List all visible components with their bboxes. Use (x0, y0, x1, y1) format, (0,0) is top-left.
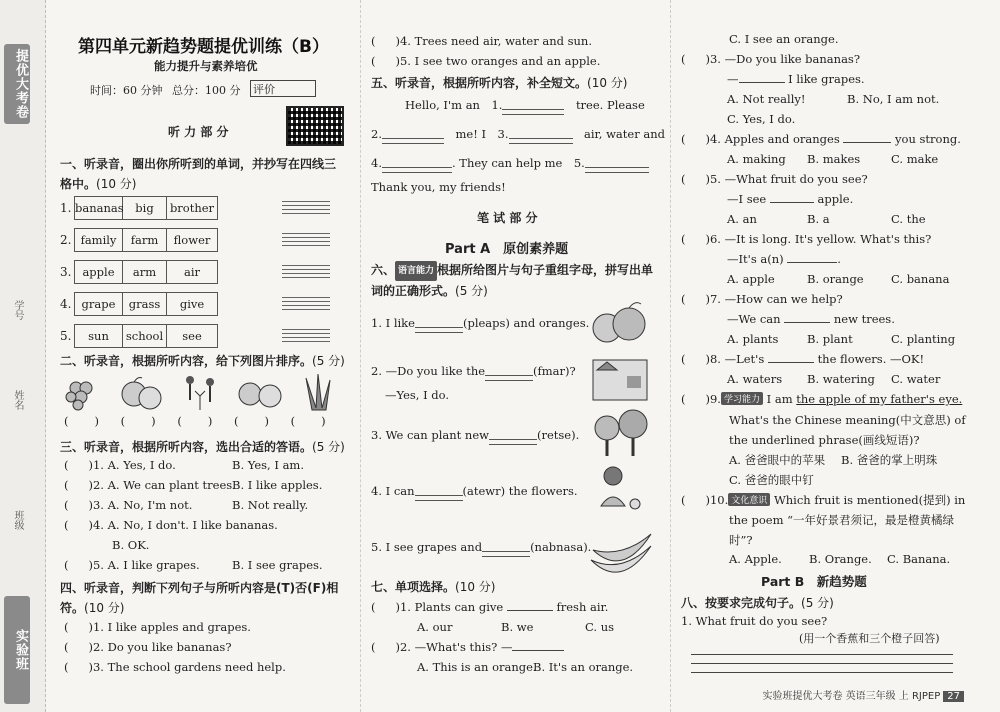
q6-title: 六、 语言能力 根据所给图片与句子重组字母，拼写出单词的正确形式。(5 分) (371, 263, 654, 298)
oranges-picture-icon (239, 383, 281, 407)
eval-box[interactable] (250, 80, 316, 97)
q6-pictures (587, 300, 653, 600)
q10-option-b[interactable]: B. Orange. (809, 552, 872, 566)
watering-flowers-icon (601, 467, 640, 509)
q8-question: 1. What fruit do you see? (681, 614, 828, 628)
q10-option-a[interactable]: A. Apple. (729, 552, 782, 566)
page-number: 27 (943, 691, 964, 702)
time-label: 时间：60 分钟 (90, 84, 163, 97)
q4-title: 四、听录音，判断下列句子与所听内容是(T)否(F)相符。(10 分) (60, 581, 339, 615)
q10-line-3: 时”? (729, 533, 753, 547)
q7-5-option-c[interactable]: C. the (891, 212, 926, 226)
q10-line-2: the poem “一年好景君须记，最是橙黄橘绿 (729, 513, 955, 527)
field-name: 姓名 (12, 390, 23, 410)
bananas-picture-icon (591, 534, 651, 572)
score-label: 总分：100 分 (172, 84, 241, 97)
learning-ability-badge: 学习能力 (721, 392, 763, 405)
q7-1-option-a[interactable]: A. our (417, 620, 453, 634)
page-footer: 实验班提优大考卷 英语三年级 上 RJPEP 27 (762, 687, 964, 702)
word-option[interactable]: school (123, 325, 167, 347)
q7-6-option-b[interactable]: B. orange (807, 272, 864, 286)
passage-line-4: Thank you, my friends! (371, 180, 506, 194)
brand-tag-top: 提优大考卷 (4, 44, 30, 124)
q7-6-option-a[interactable]: A. apple (727, 272, 775, 286)
q4-item-1[interactable]: ( )1. I like apples and grapes. (64, 620, 251, 634)
q4-item-5[interactable]: ( )5. I see two oranges and an apple. (371, 54, 601, 68)
q7-4-option-b[interactable]: B. makes (807, 152, 861, 166)
word-option[interactable]: family (75, 229, 123, 251)
grass-picture-icon (306, 374, 330, 410)
word-row-5: 5. sun school see (60, 324, 218, 348)
q3-item-5[interactable]: ( )5. A. I like grapes. (64, 558, 200, 572)
exam-subtitle: 能力提升与素养培优 (154, 59, 258, 73)
q7-7-reply: —We can new trees. (727, 312, 895, 326)
blank[interactable] (415, 491, 463, 501)
q8-title: 八、按要求完成句子。(5 分) (681, 596, 834, 610)
word-option[interactable]: farm (123, 229, 167, 251)
q7-2-option-b[interactable]: B. It's an orange. (533, 660, 634, 674)
q7-3-option-a[interactable]: A. Not really! (727, 92, 806, 106)
word-option[interactable]: sun (75, 325, 123, 347)
q10-option-c[interactable]: C. Banana. (887, 552, 951, 566)
q2-title: 二、听录音，根据所听内容，给下列图片排序。(5 分) (60, 354, 345, 368)
q7-6-option-c[interactable]: C. banana (891, 272, 950, 286)
apples-picture-icon (122, 378, 161, 410)
q7-7-option-a[interactable]: A. plants (727, 332, 779, 346)
q7-1-option-c[interactable]: C. us (585, 620, 615, 634)
field-student-id: 学号 (12, 300, 23, 320)
trees-picture-icon (595, 410, 647, 456)
q2-answer-brackets[interactable]: ( ) ( ) ( ) ( ) ( ) (64, 414, 326, 428)
q8-hint: (用一个香蕉和三个橙子回答) (799, 632, 940, 645)
q7-8-option-c[interactable]: C. water (891, 372, 941, 386)
q3-option-b[interactable]: B. I see grapes. (232, 558, 323, 572)
q7-7-option-c[interactable]: C. planting (891, 332, 956, 346)
q1-title: 一、听录音，圈出你所听到的单词，并抄写在四线三格中。(10 分) (60, 157, 337, 191)
word-row-3: 3. apple arm air (60, 260, 218, 284)
children-planting-icon (186, 376, 214, 410)
writing-lines[interactable] (282, 262, 330, 278)
farm-picture-icon (593, 360, 647, 400)
q6-item-1: 1. I like (pleaps) and oranges. (371, 316, 589, 333)
cultural-awareness-badge: 文化意识 (728, 493, 770, 506)
q7-item-9[interactable]: ( )9. 学习能力 I am the apple of my father's eye. (681, 392, 963, 406)
q7-item-2[interactable]: ( )2. —What's this? — (371, 640, 564, 654)
column-2 (360, 0, 665, 712)
q8-answer-lines[interactable] (691, 646, 953, 673)
q7-3-option-c[interactable]: C. Yes, I do. (727, 112, 796, 126)
word-row-2: 2. family farm flower (60, 228, 218, 252)
q3-item-2[interactable]: ( )2. A. We can plant trees. (64, 478, 236, 492)
q7-2-option-a[interactable]: A. This is an orange. (417, 660, 537, 674)
passage-line-3: 4. . They can help me 5. (371, 155, 649, 173)
q2-pictures (60, 372, 340, 412)
q4-item-3[interactable]: ( )3. The school gardens need help. (64, 660, 286, 674)
writing-lines[interactable] (282, 230, 330, 246)
q7-5-reply: —I see apple. (727, 192, 854, 206)
field-class: 班级 (12, 510, 23, 530)
q9-option-c[interactable]: C. 爸爸的眼中钉 (729, 473, 814, 487)
q7-7-option-b[interactable]: B. plant (807, 332, 853, 346)
language-ability-badge: 语言能力 (395, 261, 437, 281)
q7-8-option-b[interactable]: B. watering (807, 372, 875, 386)
passage-line-1: Hello, I'm an 1. tree. Please (405, 97, 645, 115)
q3-option-b[interactable]: B. Not really. (232, 498, 309, 512)
q6-item-5: 5. I see grapes and (nabnasa). (371, 540, 591, 557)
writing-lines[interactable] (282, 326, 330, 342)
q7-8-option-a[interactable]: A. waters (727, 372, 783, 386)
blank-2[interactable] (382, 134, 444, 144)
word-option[interactable]: brother (169, 201, 215, 215)
word-option[interactable]: air (183, 265, 201, 279)
word-option[interactable]: big (123, 197, 167, 219)
q7-3-option-b[interactable]: B. No, I am not. (847, 92, 940, 106)
q7-item-5[interactable]: ( )5. —What fruit do you see? (681, 172, 868, 186)
q3-option-b[interactable]: B. OK. (112, 538, 150, 552)
word-option[interactable]: grape (75, 293, 123, 315)
passage-line-2: 2. me! I 3. air, water and (371, 126, 665, 144)
blank-3[interactable] (509, 134, 573, 144)
q7-5-option-a[interactable]: A. an (727, 212, 757, 226)
q4-item-2[interactable]: ( )2. Do you like bananas? (64, 640, 232, 654)
q7-4-option-a[interactable]: A. making (727, 152, 786, 166)
q7-6-reply: —It's a(n) . (727, 252, 841, 266)
q7-item-4[interactable]: ( )4. Apples and oranges you strong. (681, 132, 961, 146)
blank[interactable] (489, 435, 537, 445)
q7-item-1[interactable]: ( )1. Plants can give fresh air. (371, 600, 609, 614)
q7-item-6[interactable]: ( )6. —It is long. It's yellow. What's this? (681, 232, 932, 246)
q7-4-option-c[interactable]: C. make (891, 152, 939, 166)
q7-item-7[interactable]: ( )7. —How can we help? (681, 292, 843, 306)
q7-5-option-b[interactable]: B. a (807, 212, 830, 226)
q9-option-a[interactable]: A. 爸爸眼中的苹果 (729, 453, 826, 467)
q9-line-3: the underlined phrase(画线短语)? (729, 433, 920, 447)
q3-option-b[interactable]: B. Yes, I am. (232, 458, 304, 472)
binding-spine (0, 0, 46, 712)
word-option[interactable]: arm (123, 261, 167, 283)
apple-picture-icon (593, 303, 645, 342)
q6-item-2: 2. —Do you like the (fmar)? (371, 364, 576, 381)
exam-title: 第四单元新趋势题提优训练（B） (78, 37, 329, 57)
word-option[interactable]: give (179, 297, 205, 311)
brand-tag-bottom: 实验班 (4, 596, 30, 704)
part-b-heading: Part B 新趋势题 (761, 574, 867, 589)
q6-item-2-answer: —Yes, I do. (385, 388, 450, 402)
grapes-picture-icon (66, 382, 92, 410)
written-heading: 笔 试 部 分 (477, 211, 538, 225)
word-option[interactable]: see (182, 329, 202, 343)
q7-1-option-b[interactable]: B. we (501, 620, 534, 634)
q4-item-4[interactable]: ( )4. Trees need air, water and sun. (371, 34, 592, 48)
eval-label: 评价 (253, 83, 275, 96)
part-a-heading: Part A 原创素养题 (445, 242, 569, 257)
q7-title: 七、单项选择。(10 分) (371, 580, 496, 594)
q9-option-b[interactable]: B. 爸爸的掌上明珠 (841, 453, 938, 467)
q5-title: 五、听录音，根据所听内容，补全短文。(10 分) (371, 76, 628, 90)
q9-line-2: What's the Chinese meaning(中文意思) of (729, 413, 966, 427)
word-option[interactable]: flower (173, 233, 211, 247)
blank[interactable] (482, 547, 530, 557)
q6-item-4: 4. I can (atewr) the flowers. (371, 484, 578, 501)
blank[interactable] (485, 371, 533, 381)
q6-item-3: 3. We can plant new (retse). (371, 428, 579, 445)
q7-2-option-c[interactable]: C. I see an orange. (729, 32, 839, 46)
blank-5[interactable] (585, 163, 649, 173)
listening-heading: 听 力 部 分 (168, 125, 229, 139)
q3-title: 三、听录音，根据所听内容，选出合适的答语。(5 分) (60, 440, 345, 454)
q3-item-3[interactable]: ( )3. A. No, I'm not. (64, 498, 193, 512)
writing-lines[interactable] (282, 198, 330, 214)
word-row-4: 4. grape grass give (60, 292, 218, 316)
q7-3-reply: — I like grapes. (727, 72, 865, 86)
column-1 (56, 0, 346, 712)
q7-item-8[interactable]: ( )8. —Let's the flowers. —OK! (681, 352, 925, 366)
blank-4[interactable] (382, 163, 452, 173)
word-option[interactable]: grass (123, 293, 167, 315)
blank-1[interactable] (502, 105, 564, 115)
column-3 (670, 0, 990, 712)
q7-item-10[interactable]: ( )10. 文化意识 Which fruit is mentioned(提到) in (681, 493, 966, 507)
writing-lines[interactable] (282, 294, 330, 310)
blank[interactable] (415, 323, 463, 333)
q3-option-b[interactable]: B. I like apples. (232, 478, 323, 492)
word-option[interactable]: bananas (75, 197, 123, 219)
q7-item-3[interactable]: ( )3. —Do you like bananas? (681, 52, 860, 66)
q3-item-1[interactable]: ( )1. A. Yes, I do. (64, 458, 176, 472)
qr-code-icon[interactable] (286, 106, 344, 146)
word-option[interactable]: apple (75, 261, 123, 283)
word-row-1: 1. bananas big brother (60, 196, 218, 220)
q3-item-4[interactable]: ( )4. A. No, I don't. I like bananas. (64, 518, 278, 532)
